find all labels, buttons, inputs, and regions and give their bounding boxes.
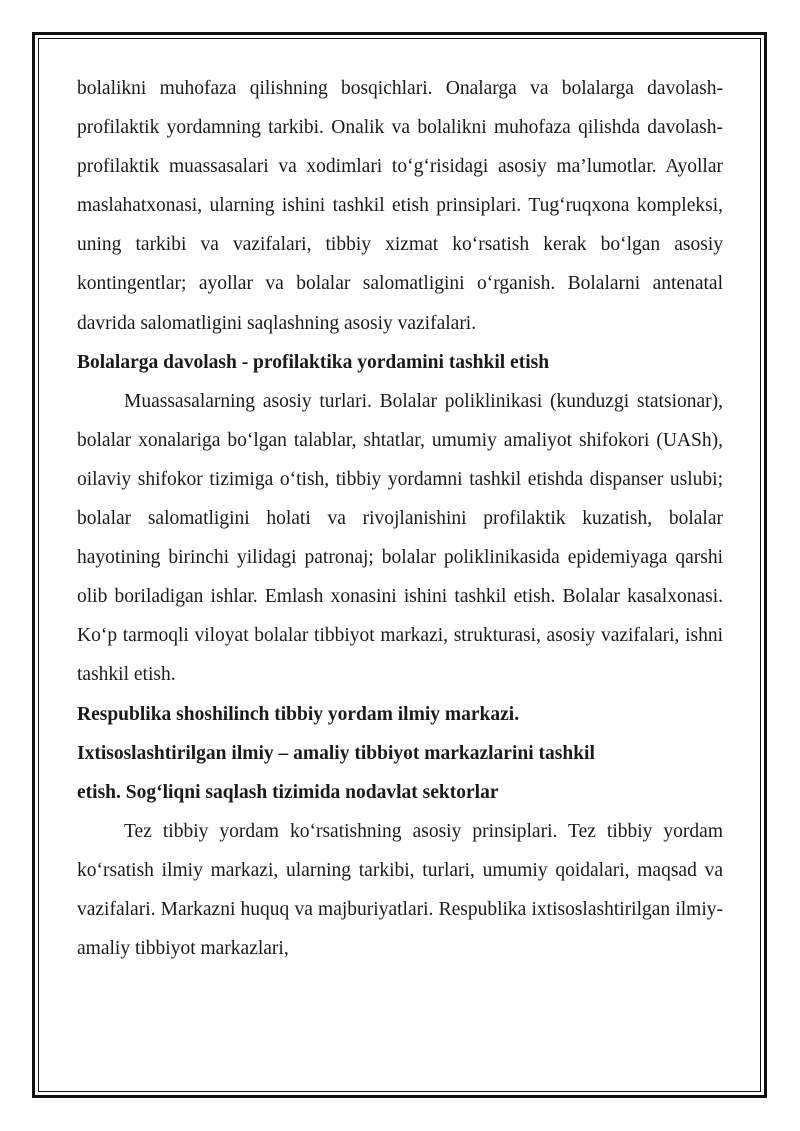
- section-heading-children-care: Bolalarga davolash - profilaktika yordamini tashkil etish: [77, 351, 550, 373]
- section-heading-emergency-line3: etish. Sog‘liqni saqlash tizimida nodavlat sektorlar: [77, 781, 499, 803]
- paragraph-children-institutions: Muassasalarning asosiy turlari. Bolalar poliklinikasi (kunduzgi statsionar), bolalar xonalariga bo‘lgan talablar, shtatlar, umumiy amaliyot shifokori (UASh), oilaviy shifokor tizimiga o‘tish, tibbiy yordamni tashkil etishda dispanser uslubi; bolalar salomatligini holati va rivojlanishini profilaktik kuzatish, bolalar hayotining birinchi yilidagi patronaj; bolalar poliklinikasida epidemiyaga qarshi olib boriladigan ishlar. Emlash xonasini ishini tashkil etish. Bolalar kasalxonasi. Ko‘p tarmoqli viloyat bolalar tibbiyot markazi, strukturasi, asosiy vazifalari, ishni tashkil etish.: [77, 390, 723, 686]
- paragraph-emergency-care: Tez tibbiy yordam ko‘rsatishning asosiy prinsiplari. Tez tibbiy yordam ko‘rsatish ilmiy markazi, ularning tarkibi, turlari, umumiy qoidalari, maqsad va vazifalari. Markazni huquq va majburiyatlari. Respublika ixtisoslashtirilgan ilmiy-amaliy tibbiyot markazlari,: [77, 820, 723, 960]
- section-heading-emergency-line2: Ixtisoslashtirilgan ilmiy – amaliy tibbiyot markazlarini tashkil: [77, 742, 595, 764]
- section-heading-emergency-line1: Respublika shoshilinch tibbiy yordam ilmiy markazi.: [77, 703, 520, 725]
- document-body: [77, 69, 723, 968]
- paragraph-intro: bolalikni muhofaza qilishning bosqichlari. Onalarga va bolalarga davolash-profilaktik yordamning tarkibi. Onalik va bolalikni muhofaza qilishda davolash-profilaktik muassasalari va xodimlari to‘g‘risidagi asosiy ma’lumotlar. Ayollar maslahatxonasi, ularning ishini tashkil etish prinsiplari. Tug‘ruqxona kompleksi, uning tarkibi va vazifalari, tibbiy xizmat ko‘rsatish kerak bo‘lgan asosiy kontingentlar; ayollar va bolalar salomatligini o‘rganish. Bolalarni antenatal davrida salomatligini saqlashning asosiy vazifalari.: [77, 78, 723, 334]
